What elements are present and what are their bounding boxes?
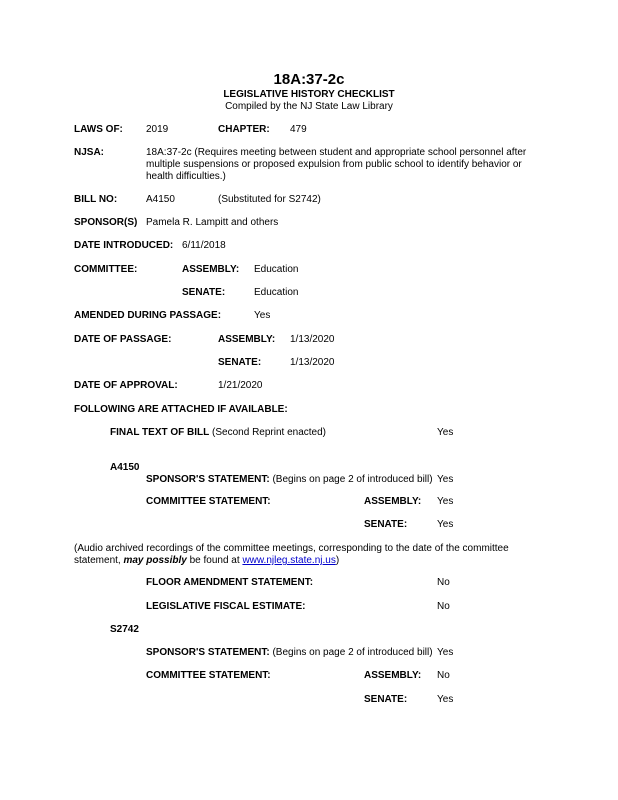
njleg-link[interactable]: www.njleg.state.nj.us <box>242 555 336 566</box>
a4150-senate-label: SENATE: <box>364 519 408 530</box>
audio-note-line2 <box>74 555 339 567</box>
laws-of-value: 2019 <box>146 124 169 135</box>
s2742-committee-statement-label: COMMITTEE STATEMENT: <box>146 670 271 681</box>
s2742-assembly-label: ASSEMBLY: <box>364 670 422 681</box>
date-of-approval-value: 1/21/2020 <box>218 380 263 391</box>
passage-assembly-label: ASSEMBLY: <box>218 334 276 345</box>
audio-note-close: ) <box>335 555 340 566</box>
sponsors-label: SPONSOR(S) <box>74 217 138 228</box>
a4150-sponsor-statement-note: (Begins on page 2 of introduced bill) <box>272 474 433 485</box>
audio-note-text: statement, <box>74 555 124 566</box>
page-subtitle: LEGISLATIVE HISTORY CHECKLIST <box>223 89 395 100</box>
date-of-passage-label: DATE OF PASSAGE: <box>74 334 172 345</box>
s2742-sponsor-statement-row <box>146 647 433 659</box>
committee-assembly-label: ASSEMBLY: <box>182 264 240 275</box>
njsa-value: 18A:37-2c (Requires meeting between student and appropriate school personnel after multiple suspensions or proposed expulsion from public school to identify behavior or health difficulties.) <box>146 147 527 182</box>
fiscal-estimate-label: LEGISLATIVE FISCAL ESTIMATE: <box>146 601 306 612</box>
a4150-senate-value: Yes <box>437 519 454 530</box>
laws-of-label: LAWS OF: <box>74 124 123 135</box>
fiscal-estimate-value: No <box>437 601 450 612</box>
bill-substituted-note: (Substituted for S2742) <box>218 194 321 205</box>
passage-senate-value: 1/13/2020 <box>290 357 335 368</box>
s2742-sponsor-statement-note: (Begins on page 2 of introduced bill) <box>272 647 433 658</box>
njsa-label: NJSA: <box>74 147 105 158</box>
audio-note-emphasis: may possibly <box>123 555 187 566</box>
final-text-note: (Second Reprint enacted) <box>212 427 327 438</box>
committee-senate-label: SENATE: <box>182 287 226 298</box>
date-introduced-label: DATE INTRODUCED: <box>74 240 174 251</box>
audio-note-line1: (Audio archived recordings of the committee meetings, corresponding to the date of the committee <box>74 543 509 554</box>
a4150-sponsor-statement-row <box>146 474 433 486</box>
date-of-approval-label: DATE OF APPROVAL: <box>74 380 178 391</box>
a4150-sponsor-statement-value: Yes <box>437 474 454 485</box>
passage-senate-label: SENATE: <box>218 357 262 368</box>
s2742-assembly-value: No <box>437 670 450 681</box>
a4150-assembly-label: ASSEMBLY: <box>364 496 422 507</box>
chapter-value: 479 <box>290 124 307 135</box>
attached-heading: FOLLOWING ARE ATTACHED IF AVAILABLE: <box>74 404 288 415</box>
final-text-value: Yes <box>437 427 454 438</box>
a4150-label: A4150 <box>110 462 140 473</box>
committee-assembly-value: Education <box>254 264 299 275</box>
audio-note-text-mid: be found at <box>186 555 243 566</box>
compiled-by: Compiled by the NJ State Law Library <box>225 101 393 112</box>
bill-no-value: A4150 <box>146 194 175 205</box>
s2742-sponsor-statement-value: Yes <box>437 647 454 658</box>
s2742-label: S2742 <box>110 624 139 635</box>
a4150-committee-statement-label: COMMITTEE STATEMENT: <box>146 496 271 507</box>
floor-amendment-value: No <box>437 577 450 588</box>
final-text-row <box>110 427 326 439</box>
chapter-label: CHAPTER: <box>218 124 270 135</box>
passage-assembly-value: 1/13/2020 <box>290 334 335 345</box>
page-title: 18A:37-2c <box>273 71 345 88</box>
bill-no-label: BILL NO: <box>74 194 118 205</box>
s2742-senate-value: Yes <box>437 694 454 705</box>
s2742-sponsor-statement-label: SPONSOR'S STATEMENT: <box>146 647 270 658</box>
final-text-label: FINAL TEXT OF BILL <box>110 427 210 438</box>
sponsors-value: Pamela R. Lampitt and others <box>146 217 279 228</box>
date-introduced-value: 6/11/2018 <box>182 240 226 251</box>
a4150-assembly-value: Yes <box>437 496 454 507</box>
amended-value: Yes <box>254 310 271 321</box>
a4150-sponsor-statement-label: SPONSOR'S STATEMENT: <box>146 474 270 485</box>
amended-label: AMENDED DURING PASSAGE: <box>74 310 222 321</box>
committee-label: COMMITTEE: <box>74 264 138 275</box>
floor-amendment-label: FLOOR AMENDMENT STATEMENT: <box>146 577 314 588</box>
committee-senate-value: Education <box>254 287 299 298</box>
s2742-senate-label: SENATE: <box>364 694 408 705</box>
